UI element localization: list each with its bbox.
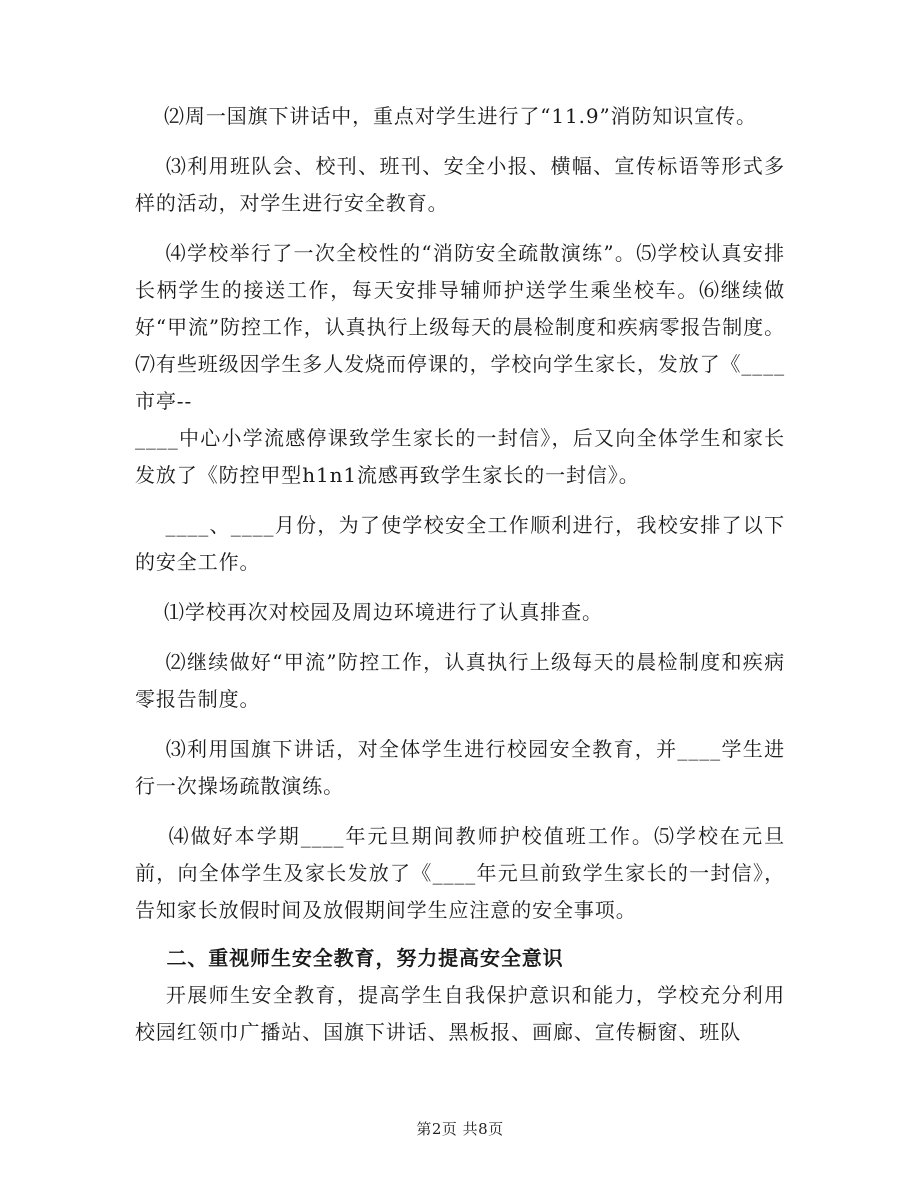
closing-paragraph: 开展师生安全教育，提高学生自我保护意识和能力，学校充分利用校园红领巾广播站、国旗下讲话、黑板报、画廊、宣传橱窗、班队: [135, 983, 785, 1044]
paragraph-4-new-year-duty: ⑷做好本学期____年元旦期间教师护校值班工作。⑸学校在元旦前，向全体学生及家长发放了《____年元旦前致学生家长的一封信》，告知家长放假时间及放假期间学生应注意的安全事项。: [135, 824, 786, 922]
paragraph-3-safety-education: ⑶利用国旗下讲话，对全体学生进行校园安全教育，并____学生进行一次操场疏散演练。: [135, 737, 785, 798]
paragraph-3-class-meetings: ⑶利用班队会、校刊、班刊、安全小报、横幅、宣传标语等形式多样的活动，对学生进行安全教育。: [135, 154, 785, 215]
paragraph-2-flu-control: ⑵继续做好“甲流”防控工作，认真执行上级每天的晨检制度和疾病零报告制度。: [135, 650, 785, 711]
paragraph-month-intro: ____、____月份，为了使学校安全工作顺利进行，我校安排了以下的安全工作。: [135, 513, 786, 574]
paragraph-1-campus-inspection: ⑴学校再次对校园及周边环境进行了认真排查。: [135, 600, 603, 624]
page-number-footer: 第2页 共8页: [416, 1120, 504, 1138]
paragraph-4-evacuation-drill: ⑷学校举行了一次全校性的“消防安全疏散演练”。⑸学校认真安排长柄学生的接送工作，每天安排导辅师护送学生乘坐校车。⑹继续做好“甲流”防控工作，认真执行上级每天的晨检制度和疾病零报告制度。⑺有些班级因学生多人发烧而停课的，学校向学生家长，发放了《____市亭-- ____中心小学流感停课致学生家长的一封信》，后又向全体学生和家长发放了《防控甲型h1n1流感再致学生家长的一封信》。: [135, 241, 785, 487]
section-heading: 二、重视师生安全教育，努力提高安全意识: [135, 946, 564, 970]
paragraph-2-flag-speech: ⑵周一国旗下讲话中，重点对学生进行了“11.9”消防知识宣传。: [135, 104, 757, 128]
document-body: [135, 98, 785, 1051]
